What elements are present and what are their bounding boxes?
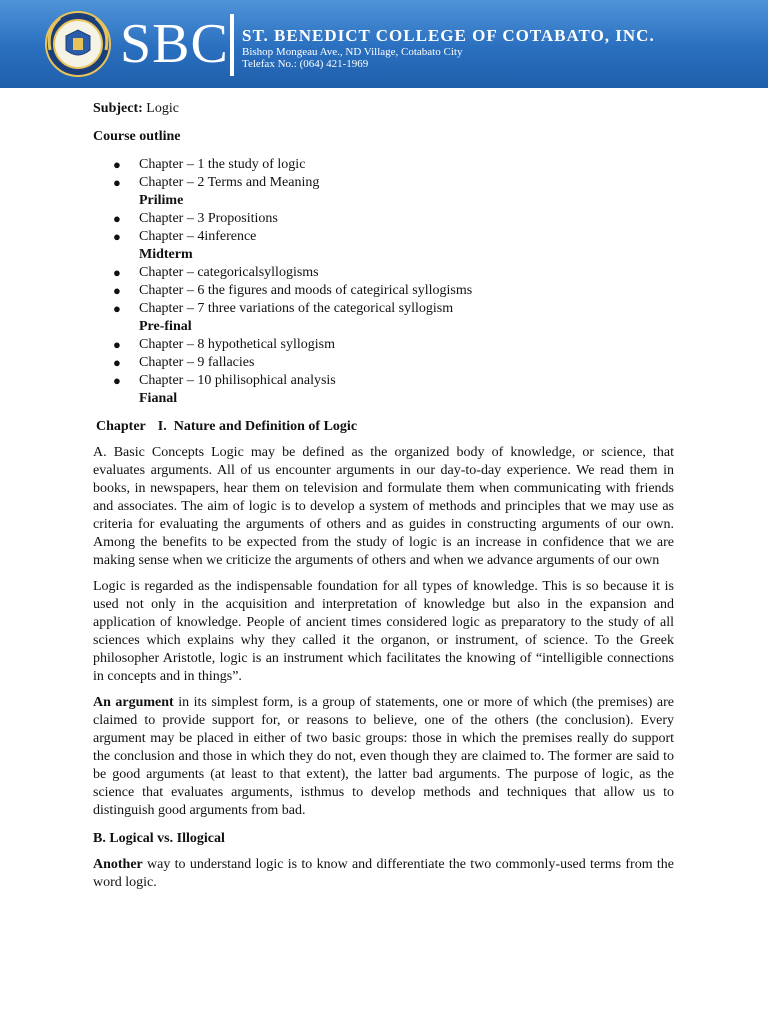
bullet-icon: ●: [113, 229, 121, 244]
course-outline-title: Course outline: [93, 129, 181, 144]
outline-item: ● Chapter – 8 hypothetical syllogism: [113, 337, 335, 352]
outline-item: ● Chapter – 10 philisophical analysis: [113, 373, 336, 388]
course-outline-list: [93, 210, 674, 246]
outline-item: ● Chapter – 2 Terms and Meaning: [113, 175, 320, 190]
paragraph-foundation: Logic is regarded as the indispensable foundation for all types of knowledge. This is so because it is used not only in the acquisition and interpretation of knowledge but also in the expansion and application of knowledge. People of ancient times considered logic as preparatory to the study of all sciences which explains why they called it the organon, or instrument, of science. To the Greek philosopher Aristotle, logic is an instrument which facilitates the knowing of “intelligible connections in concepts and in things”.: [93, 579, 674, 684]
college-name: ST. BENEDICT COLLEGE OF COTABATO, INC.: [242, 26, 655, 45]
bullet-icon: ●: [113, 337, 121, 352]
term-prelim: Prilime: [139, 193, 184, 208]
course-outline-list: [93, 264, 674, 318]
college-address: Bishop Mongeau Ave., ND Village, Cotabato City: [242, 46, 463, 58]
course-outline-list: [93, 156, 674, 192]
bullet-icon: ●: [113, 283, 121, 298]
term-midterm: Midterm: [139, 247, 193, 262]
chapter-heading: Chapter I. Nature and Definition of Logic: [96, 419, 358, 434]
college-seal-icon: [44, 10, 112, 78]
college-telefax: Telefax No.: (064) 421-1969: [242, 58, 369, 70]
subject-label: Subject:: [93, 101, 143, 116]
bullet-icon: ●: [113, 211, 121, 226]
section-b-heading: B. Logical vs. Illogical: [93, 831, 225, 846]
subject-value: Logic: [146, 101, 179, 116]
paragraph-basic-concepts: A. Basic Concepts Logic may be defined as the organized body of knowledge, or science, that evaluates arguments. All of us encounter arguments in our day-to-day experience. We read them in books, in newspapers, hear them on television and formulate them when communicating with friends and associates. The aim of logic is to develop a system of methods and principles that we may use as criteria for evaluating the arguments of others and as guides in constructing arguments of our own. Among the benefits to be expected from the study of logic is an increase in confidence that we are making sense when we criticize the arguments of others and when we advance arguments of our own: [93, 445, 674, 568]
outline-item: ● Chapter – 1 the study of logic: [113, 157, 306, 172]
term-final: Fianal: [139, 391, 178, 406]
header-banner: [0, 0, 768, 88]
bullet-icon: ●: [113, 265, 121, 280]
bullet-icon: ●: [113, 301, 121, 316]
subject-line: [93, 100, 674, 118]
paragraph-another: Another way to understand logic is to know and differentiate the two commonly-used terms from the word logic.: [93, 857, 674, 890]
bullet-icon: ●: [113, 355, 121, 370]
outline-item: ● Chapter – 7 three variations of the categorical syllogism: [113, 301, 454, 316]
logo-text: SBC: [120, 13, 229, 75]
header-divider: [230, 14, 234, 76]
bullet-icon: ●: [113, 373, 121, 388]
course-outline-list: [93, 336, 674, 390]
outline-item: ● Chapter – 3 Propositions: [113, 211, 278, 226]
bullet-icon: ●: [113, 157, 121, 172]
term-prefinal: Pre-final: [139, 319, 192, 334]
outline-item: ● Chapter – 9 fallacies: [113, 355, 255, 370]
outline-item: ● Chapter – categoricalsyllogisms: [113, 265, 319, 280]
outline-item: ● Chapter – 6 the figures and moods of categirical syllogisms: [113, 283, 473, 298]
paragraph-argument: An argument in its simplest form, is a group of statements, one or more of which (the premises) are claimed to provide support for, or reasons to believe, one of the others (the conclusion). Every argument may be placed in either of two basic groups: those in which the premises really do support the conclusion and those in which they do not, even though they are claimed to. The former are said to be good arguments (at least to that extent), the latter bad arguments. The purpose of logic, as the science that evaluates arguments, isthmus to develop methods and techniques that allow us to distinguish good arguments from bad.: [93, 695, 674, 818]
bullet-icon: ●: [113, 175, 121, 190]
outline-item: ● Chapter – 4inference: [113, 229, 257, 244]
document-body: [93, 100, 674, 900]
